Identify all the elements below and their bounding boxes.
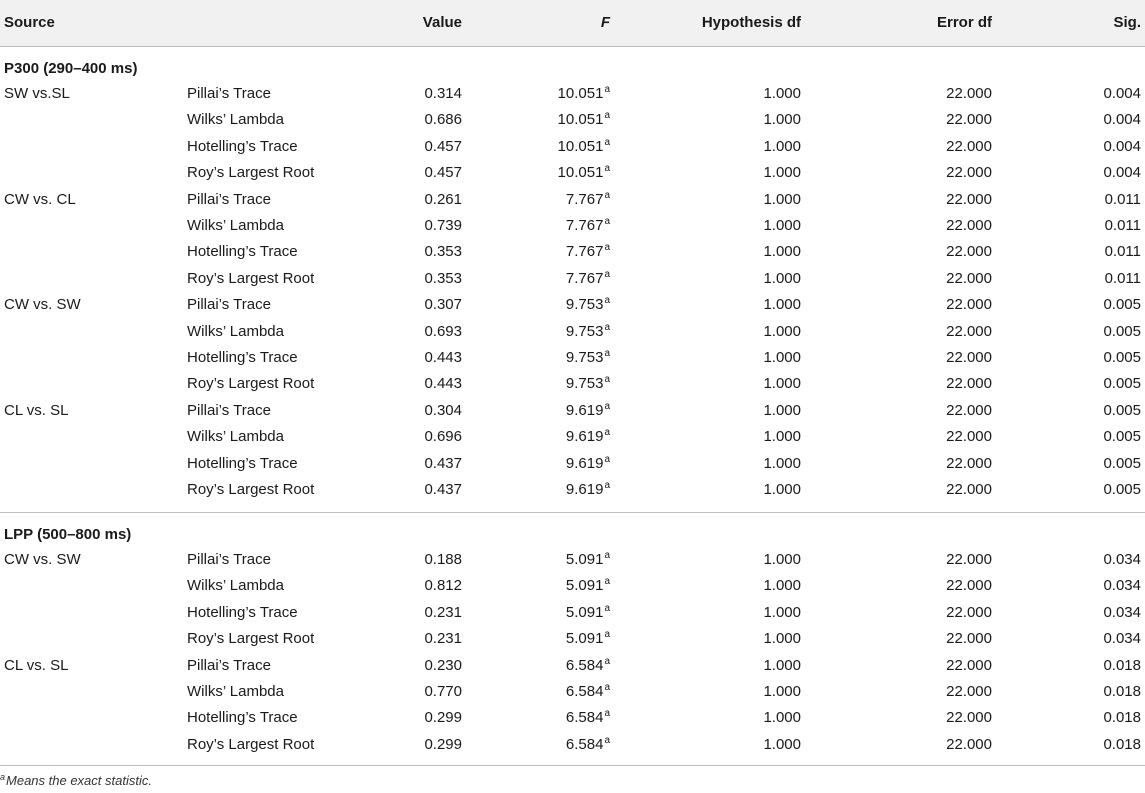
source-label: CW vs. SW <box>4 296 81 314</box>
table-row <box>0 371 1145 397</box>
test-name: Roy’s Largest Root <box>187 164 315 182</box>
table-footnote <box>0 773 152 788</box>
f-footnote-marker: a <box>604 576 610 588</box>
f-cell <box>566 213 610 239</box>
error-df-cell: 22.000 <box>946 296 992 314</box>
footnote-text: Means the exact statistic. <box>6 773 152 788</box>
f-footnote-marker: a <box>604 480 610 491</box>
value-cell: 0.443 <box>424 349 462 366</box>
error-df-cell: 22.000 <box>946 481 992 498</box>
value-cell: 0.457 <box>424 137 462 155</box>
table-row <box>0 653 1145 679</box>
value-cell: 0.443 <box>424 375 462 393</box>
f-value: 9.753 <box>565 349 604 366</box>
error-df-cell: 22.000 <box>946 322 992 340</box>
test-name: Hotelling’s Trace <box>187 603 298 621</box>
header-f: F <box>600 14 610 31</box>
hypothesis-df-cell: 1.000 <box>763 481 801 498</box>
error-df-cell: 22.000 <box>946 269 992 287</box>
header-hypothesis-df: Hypothesis df <box>701 14 801 31</box>
value-cell: 0.353 <box>424 243 462 261</box>
table-row <box>0 547 1145 573</box>
table-row <box>0 107 1145 133</box>
f-value: 5.091 <box>565 551 604 568</box>
sig-cell: 0.004 <box>1103 137 1141 155</box>
table-row <box>0 398 1145 424</box>
f-cell <box>566 705 610 731</box>
value-cell: 0.299 <box>424 709 462 727</box>
error-df-cell: 22.000 <box>946 137 992 155</box>
hypothesis-df-cell: 1.000 <box>763 190 801 208</box>
sig-cell: 0.011 <box>1104 217 1141 234</box>
table-row <box>0 134 1145 160</box>
f-footnote-marker: a <box>604 734 610 746</box>
f-cell <box>566 292 610 318</box>
f-value: 9.619 <box>565 481 604 498</box>
value-cell: 0.304 <box>424 401 462 419</box>
table-row <box>0 732 1145 758</box>
f-footnote-marker: a <box>604 84 610 95</box>
test-name: Hotelling’s Trace <box>187 454 298 472</box>
f-cell <box>558 107 610 133</box>
value-cell: 0.188 <box>424 551 462 568</box>
test-name: Pillai’s Trace <box>187 656 271 674</box>
hypothesis-df-cell: 1.000 <box>763 85 801 102</box>
table-row <box>0 600 1145 626</box>
f-value: 9.619 <box>565 428 604 446</box>
f-value: 9.753 <box>565 296 604 314</box>
sig-cell: 0.004 <box>1103 164 1141 182</box>
hypothesis-df-cell: 1.000 <box>763 656 801 674</box>
sig-cell: 0.011 <box>1104 243 1141 261</box>
test-name: Wilks’ Lambda <box>187 428 284 446</box>
hypothesis-df-cell: 1.000 <box>763 137 801 155</box>
f-cell <box>558 81 610 107</box>
f-value: 10.051 <box>557 111 604 129</box>
f-cell <box>566 266 610 292</box>
sig-cell: 0.034 <box>1103 577 1141 595</box>
f-cell <box>566 573 610 599</box>
f-cell <box>566 477 610 503</box>
value-cell: 0.437 <box>424 454 462 472</box>
f-footnote-marker: a <box>604 163 610 175</box>
table-row <box>0 705 1145 731</box>
hypothesis-df-cell: 1.000 <box>763 296 801 314</box>
test-name: Wilks’ Lambda <box>187 683 284 700</box>
error-df-cell: 22.000 <box>946 428 992 446</box>
f-value: 5.091 <box>565 577 604 595</box>
value-cell: 0.314 <box>424 85 462 102</box>
hypothesis-df-cell: 1.000 <box>763 269 801 287</box>
test-name: Wilks’ Lambda <box>187 322 284 340</box>
error-df-cell: 22.000 <box>946 683 992 700</box>
test-name: Roy’s Largest Root <box>187 630 315 648</box>
f-footnote-marker: a <box>604 268 610 280</box>
test-name: Wilks’ Lambda <box>187 217 284 234</box>
table-row <box>0 319 1145 345</box>
hypothesis-df-cell: 1.000 <box>763 630 801 648</box>
hypothesis-df-cell: 1.000 <box>763 428 801 446</box>
test-name: Roy’s Largest Root <box>187 481 315 498</box>
hypothesis-df-cell: 1.000 <box>763 375 801 393</box>
error-df-cell: 22.000 <box>946 709 992 727</box>
table-row <box>0 477 1145 503</box>
value-cell: 0.230 <box>424 656 462 674</box>
sig-cell: 0.005 <box>1103 481 1141 498</box>
f-value: 7.767 <box>565 269 604 287</box>
table-row <box>0 424 1145 450</box>
hypothesis-df-cell: 1.000 <box>763 577 801 595</box>
f-value: 7.767 <box>565 217 604 234</box>
hypothesis-df-cell: 1.000 <box>763 349 801 366</box>
source-label: SW vs.SL <box>4 85 70 102</box>
test-name: Pillai’s Trace <box>187 296 271 314</box>
error-df-cell: 22.000 <box>946 190 992 208</box>
f-cell <box>558 160 610 186</box>
sig-cell: 0.005 <box>1103 428 1141 446</box>
f-value: 10.051 <box>557 164 604 182</box>
hypothesis-df-cell: 1.000 <box>763 551 801 568</box>
table-row <box>0 451 1145 477</box>
section-title-row <box>0 522 1145 548</box>
error-df-cell: 22.000 <box>946 375 992 393</box>
f-footnote-marker: a <box>604 348 610 359</box>
f-value: 6.584 <box>565 735 604 753</box>
value-cell: 0.299 <box>424 735 462 753</box>
test-name: Pillai’s Trace <box>187 401 271 419</box>
f-footnote-marker: a <box>604 216 610 227</box>
f-value: 7.767 <box>565 190 604 208</box>
error-df-cell: 22.000 <box>946 85 992 102</box>
value-cell: 0.686 <box>424 111 462 129</box>
header-source: Source <box>4 14 55 31</box>
sig-cell: 0.005 <box>1103 296 1141 314</box>
f-cell <box>566 371 610 397</box>
f-footnote-marker: a <box>604 453 610 465</box>
f-footnote-marker: a <box>604 374 610 386</box>
f-cell <box>566 424 610 450</box>
f-footnote-marker: a <box>604 295 610 307</box>
error-df-cell: 22.000 <box>946 603 992 621</box>
f-footnote-marker: a <box>604 110 610 122</box>
table-row <box>0 266 1145 292</box>
f-value: 9.753 <box>565 375 604 393</box>
error-df-cell: 22.000 <box>946 164 992 182</box>
f-cell <box>566 187 610 213</box>
error-df-cell: 22.000 <box>946 401 992 419</box>
f-footnote-marker: a <box>604 321 610 333</box>
f-cell <box>566 547 610 573</box>
error-df-cell: 22.000 <box>946 243 992 261</box>
test-name: Hotelling’s Trace <box>187 349 298 366</box>
table-row <box>0 239 1145 265</box>
error-df-cell: 22.000 <box>946 349 992 366</box>
f-footnote-marker: a <box>604 655 610 667</box>
f-cell <box>566 679 610 705</box>
section-title: P300 (290–400 ms) <box>4 60 138 77</box>
f-value: 6.584 <box>565 709 604 727</box>
table-row <box>0 292 1145 318</box>
table-row <box>0 345 1145 371</box>
f-cell <box>566 626 610 652</box>
sig-cell: 0.018 <box>1103 656 1141 674</box>
f-footnote-marker: a <box>604 427 610 439</box>
test-name: Roy’s Largest Root <box>187 269 315 287</box>
sig-cell: 0.005 <box>1103 375 1141 393</box>
sig-cell: 0.004 <box>1103 85 1141 102</box>
value-cell: 0.231 <box>424 630 462 648</box>
header-sig: Sig. <box>1113 14 1141 31</box>
table-row <box>0 679 1145 705</box>
value-cell: 0.457 <box>424 164 462 182</box>
f-value: 10.051 <box>557 85 604 102</box>
table-row <box>0 573 1145 599</box>
test-name: Roy’s Largest Root <box>187 375 315 393</box>
f-value: 7.767 <box>565 243 604 261</box>
f-cell <box>566 398 610 424</box>
error-df-cell: 22.000 <box>946 656 992 674</box>
section-divider <box>0 512 1145 513</box>
f-value: 6.584 <box>565 656 604 674</box>
header-rule <box>0 46 1145 47</box>
sig-cell: 0.034 <box>1103 551 1141 568</box>
sig-cell: 0.018 <box>1103 735 1141 753</box>
error-df-cell: 22.000 <box>946 630 992 648</box>
f-value: 9.753 <box>565 322 604 340</box>
f-value: 5.091 <box>565 630 604 648</box>
sig-cell: 0.034 <box>1103 630 1141 648</box>
value-cell: 0.696 <box>424 428 462 446</box>
f-footnote-marker: a <box>604 708 610 720</box>
sig-cell: 0.005 <box>1103 454 1141 472</box>
hypothesis-df-cell: 1.000 <box>763 683 801 700</box>
table-row <box>0 187 1145 213</box>
f-footnote-marker: a <box>604 602 610 614</box>
value-cell: 0.770 <box>424 683 462 700</box>
value-cell: 0.437 <box>424 481 462 498</box>
error-df-cell: 22.000 <box>946 111 992 129</box>
hypothesis-df-cell: 1.000 <box>763 454 801 472</box>
sig-cell: 0.034 <box>1103 603 1141 621</box>
f-footnote-marker: a <box>604 242 610 254</box>
footnote-marker: a <box>0 772 6 782</box>
f-footnote-marker: a <box>604 136 610 148</box>
hypothesis-df-cell: 1.000 <box>763 243 801 261</box>
f-footnote-marker: a <box>604 682 610 693</box>
f-footnote-marker: a <box>604 189 610 201</box>
header-value: Value <box>422 14 462 31</box>
error-df-cell: 22.000 <box>946 735 992 753</box>
f-value: 9.619 <box>565 454 604 472</box>
section-title: LPP (500–800 ms) <box>4 526 132 543</box>
hypothesis-df-cell: 1.000 <box>763 709 801 727</box>
sig-cell: 0.018 <box>1103 683 1141 700</box>
f-cell <box>566 239 610 265</box>
sig-cell: 0.004 <box>1103 111 1141 129</box>
sig-cell: 0.005 <box>1103 349 1141 366</box>
f-footnote-marker: a <box>604 550 610 561</box>
hypothesis-df-cell: 1.000 <box>763 735 801 753</box>
table-row <box>0 160 1145 186</box>
section-title-row <box>0 56 1145 82</box>
test-name: Hotelling’s Trace <box>187 709 298 727</box>
sig-cell: 0.005 <box>1103 322 1141 340</box>
error-df-cell: 22.000 <box>946 551 992 568</box>
hypothesis-df-cell: 1.000 <box>763 603 801 621</box>
value-cell: 0.353 <box>424 269 462 287</box>
table-bottom-rule <box>0 765 1145 766</box>
test-name: Pillai’s Trace <box>187 190 271 208</box>
f-cell <box>566 653 610 679</box>
test-name: Hotelling’s Trace <box>187 243 298 261</box>
value-cell: 0.261 <box>424 190 462 208</box>
f-footnote-marker: a <box>604 400 610 412</box>
test-name: Wilks’ Lambda <box>187 577 284 595</box>
test-name: Roy’s Largest Root <box>187 735 315 753</box>
source-label: CW vs. CL <box>4 190 76 208</box>
value-cell: 0.693 <box>424 322 462 340</box>
test-name: Hotelling’s Trace <box>187 137 298 155</box>
source-label: CL vs. SL <box>4 401 69 419</box>
hypothesis-df-cell: 1.000 <box>763 217 801 234</box>
error-df-cell: 22.000 <box>946 454 992 472</box>
error-df-cell: 22.000 <box>946 577 992 595</box>
hypothesis-df-cell: 1.000 <box>763 322 801 340</box>
value-cell: 0.812 <box>424 577 462 595</box>
test-name: Pillai’s Trace <box>187 85 271 102</box>
sig-cell: 0.018 <box>1103 709 1141 727</box>
f-value: 5.091 <box>565 603 604 621</box>
value-cell: 0.231 <box>424 603 462 621</box>
hypothesis-df-cell: 1.000 <box>763 164 801 182</box>
table-row <box>0 213 1145 239</box>
f-cell <box>566 319 610 345</box>
f-cell <box>566 451 610 477</box>
f-value: 10.051 <box>557 137 604 155</box>
table-header-row <box>0 10 1145 36</box>
source-label: CL vs. SL <box>4 656 69 674</box>
hypothesis-df-cell: 1.000 <box>763 111 801 129</box>
sig-cell: 0.011 <box>1104 190 1141 208</box>
value-cell: 0.307 <box>424 296 462 314</box>
f-value: 6.584 <box>565 683 604 700</box>
sig-cell: 0.005 <box>1103 401 1141 419</box>
sig-cell: 0.011 <box>1104 269 1141 287</box>
value-cell: 0.739 <box>424 217 462 234</box>
f-cell <box>566 600 610 626</box>
table-row <box>0 81 1145 107</box>
source-label: CW vs. SW <box>4 551 81 568</box>
header-error-df: Error df <box>936 14 992 31</box>
f-value: 9.619 <box>565 401 604 419</box>
test-name: Pillai’s Trace <box>187 551 271 568</box>
f-footnote-marker: a <box>604 629 610 641</box>
hypothesis-df-cell: 1.000 <box>763 401 801 419</box>
error-df-cell: 22.000 <box>946 217 992 234</box>
f-cell <box>558 134 610 160</box>
test-name: Wilks’ Lambda <box>187 111 284 129</box>
f-cell <box>566 345 610 371</box>
f-cell <box>566 732 610 758</box>
table-row <box>0 626 1145 652</box>
